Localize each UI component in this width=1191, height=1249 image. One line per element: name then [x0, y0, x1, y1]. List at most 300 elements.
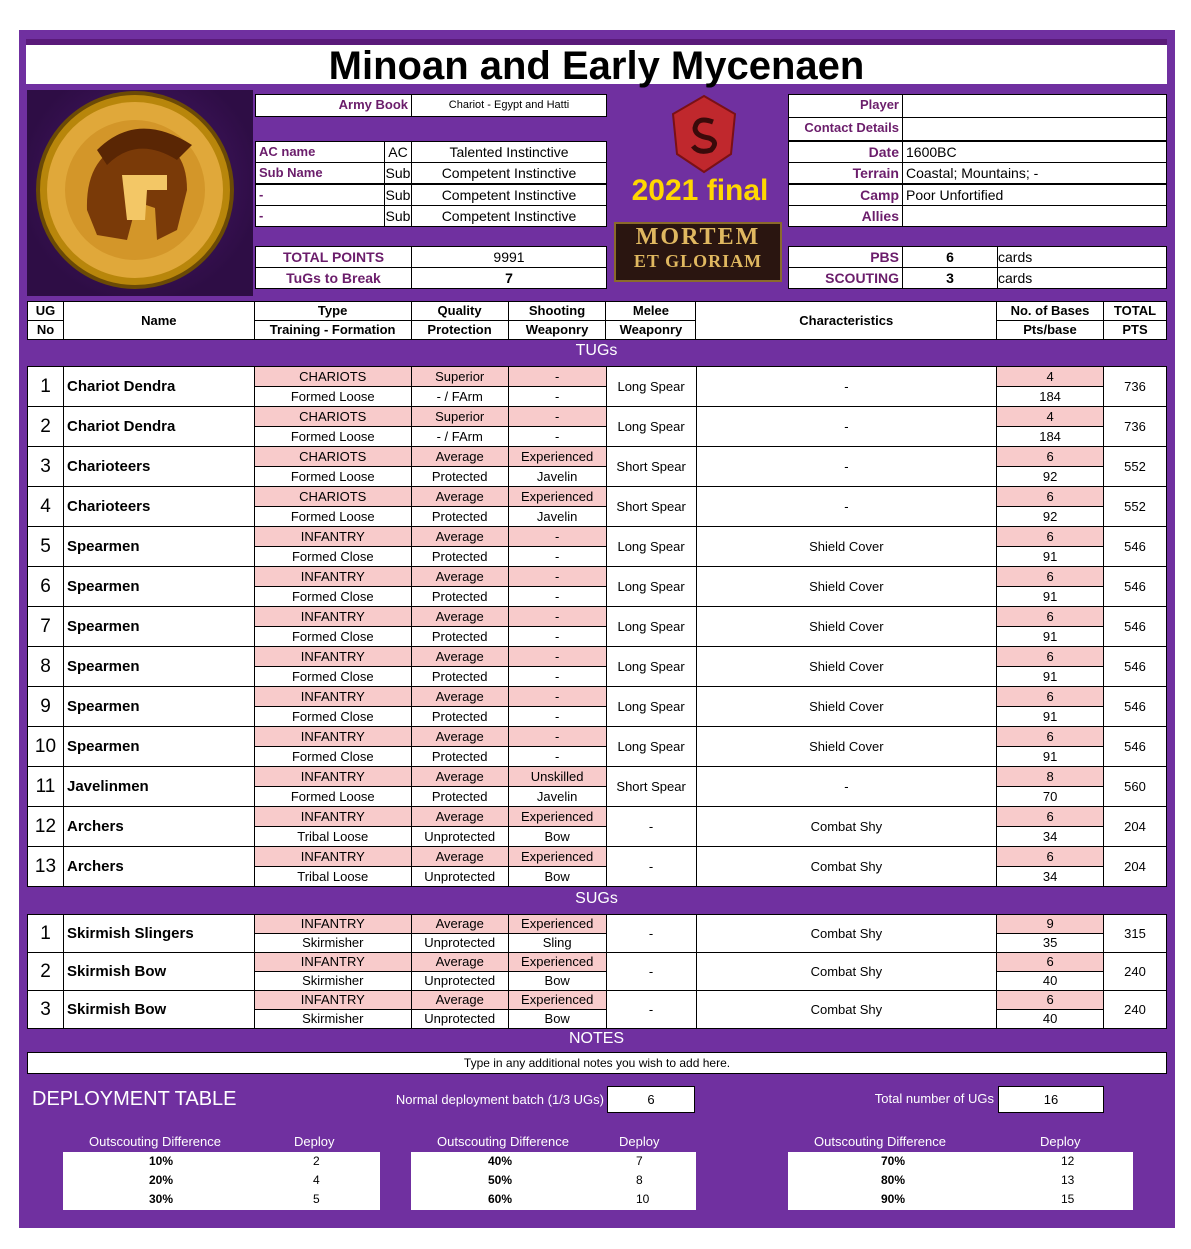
unit-quality[interactable]: Average: [411, 647, 508, 667]
unit-characteristics[interactable]: -: [696, 407, 997, 447]
unit-total: 736: [1104, 407, 1167, 447]
pbs-value[interactable]: 6: [902, 246, 998, 268]
batch-value: 6: [607, 1086, 695, 1113]
unit-protection[interactable]: Protected: [411, 667, 508, 687]
commander-rating[interactable]: Competent Instinctive: [411, 205, 607, 227]
tugs-section-label: TUGs: [575, 342, 618, 359]
unit-number: 3: [28, 447, 64, 487]
unit-type[interactable]: INFANTRY: [254, 807, 411, 827]
unit-protection[interactable]: Protected: [411, 747, 508, 767]
deployment-diff: 60%: [488, 1192, 513, 1206]
unit-formation[interactable]: Formed Close: [254, 547, 411, 567]
deployment-diff: 50%: [488, 1173, 513, 1187]
unit-bases[interactable]: 6: [997, 567, 1104, 587]
tugs-to-break-value: 7: [411, 267, 607, 289]
unit-characteristics[interactable]: Shield Cover: [696, 687, 997, 727]
unit-weaponry[interactable]: -: [508, 387, 606, 407]
unit-formation[interactable]: Formed Loose: [254, 427, 411, 447]
unit-bases[interactable]: 6: [997, 647, 1104, 667]
unit-row: [28, 567, 1167, 587]
deployment-value: 15: [1061, 1192, 1075, 1206]
unit-pts-base: 91: [997, 667, 1104, 687]
commander-type: AC: [384, 141, 412, 163]
unit-characteristics[interactable]: Combat Shy: [696, 807, 997, 847]
unit-shooting[interactable]: Experienced: [508, 953, 606, 972]
unit-characteristics[interactable]: Shield Cover: [696, 727, 997, 767]
unit-protection[interactable]: Protected: [411, 467, 508, 487]
army-sheet: [19, 30, 1175, 1228]
army-book-label: Army Book: [255, 94, 412, 117]
unit-pts-base: 34: [997, 827, 1104, 847]
unit-number: 10: [28, 727, 64, 767]
unit-protection[interactable]: - / FArm: [411, 427, 508, 447]
unit-shooting[interactable]: -: [508, 367, 606, 387]
unit-formation[interactable]: Formed Close: [254, 587, 411, 607]
unit-characteristics[interactable]: -: [696, 487, 997, 527]
total-points-value: 9991: [411, 246, 607, 268]
unit-name[interactable]: Spearmen: [63, 567, 254, 607]
unit-bases[interactable]: 6: [997, 487, 1104, 507]
helmet-shield-logo: [27, 90, 253, 296]
player-field-label: Terrain: [788, 162, 903, 184]
unit-type[interactable]: INFANTRY: [254, 687, 411, 707]
unit-shooting[interactable]: -: [508, 687, 606, 707]
unit-protection[interactable]: Unprotected: [411, 827, 508, 847]
unit-weaponry[interactable]: -: [508, 627, 606, 647]
commander-type: Sub: [384, 205, 412, 227]
unit-shooting[interactable]: -: [508, 647, 606, 667]
unit-row: [28, 991, 1167, 1010]
unit-protection[interactable]: Unprotected: [411, 1010, 508, 1029]
header-no: No: [28, 321, 64, 340]
unit-total: 204: [1104, 807, 1167, 847]
unit-bases[interactable]: 6: [997, 447, 1104, 467]
deployment-row: [63, 1152, 380, 1171]
unit-bases[interactable]: 6: [997, 953, 1104, 972]
unit-total: 204: [1104, 847, 1167, 887]
batch-label: Normal deployment batch (1/3 UGs): [395, 1092, 604, 1107]
unit-name[interactable]: Chariot Dendra: [63, 367, 254, 407]
scouting-unit: cards: [997, 267, 1167, 289]
unit-melee[interactable]: Long Spear: [606, 527, 696, 567]
unit-row: [28, 407, 1167, 427]
unit-quality[interactable]: Average: [411, 953, 508, 972]
pbs-unit: cards: [997, 246, 1167, 268]
unit-quality[interactable]: Superior: [411, 367, 508, 387]
unit-characteristics[interactable]: Shield Cover: [696, 567, 997, 607]
unit-melee[interactable]: Long Spear: [606, 727, 696, 767]
unit-protection[interactable]: Protected: [411, 587, 508, 607]
player-field-value[interactable]: [902, 205, 1167, 227]
unit-formation[interactable]: Skirmisher: [254, 972, 411, 991]
notes-section-label: NOTES: [568, 1030, 625, 1047]
deployment-row: [63, 1171, 380, 1190]
pbs-label: PBS: [788, 246, 903, 268]
unit-number: 12: [28, 807, 64, 847]
unit-shooting[interactable]: Experienced: [508, 807, 606, 827]
unit-name[interactable]: Spearmen: [63, 647, 254, 687]
unit-weaponry[interactable]: -: [508, 747, 606, 767]
deployment-row: [411, 1190, 696, 1209]
unit-formation[interactable]: Skirmisher: [254, 934, 411, 953]
unit-bases[interactable]: 8: [997, 767, 1104, 787]
unit-total: 546: [1104, 727, 1167, 767]
unit-number: 5: [28, 527, 64, 567]
unit-characteristics[interactable]: Shield Cover: [696, 647, 997, 687]
tugs-table: [27, 366, 1167, 887]
unit-pts-base: 91: [997, 547, 1104, 567]
unit-pts-base: 91: [997, 747, 1104, 767]
unit-pts-base: 91: [997, 707, 1104, 727]
unit-number: 1: [28, 915, 64, 953]
unit-total: 240: [1104, 991, 1167, 1029]
deployment-value: 12: [1061, 1154, 1075, 1168]
outscouting-diff-header: Outscouting Difference: [89, 1134, 221, 1149]
unit-weaponry[interactable]: -: [508, 427, 606, 447]
unit-name[interactable]: Charioteers: [63, 487, 254, 527]
header-name: Name: [63, 302, 254, 340]
commander-type: Sub: [384, 162, 412, 184]
unit-name[interactable]: Skirmish Bow: [63, 953, 254, 991]
unit-pts-base: 92: [997, 507, 1104, 527]
player-field-value[interactable]: [902, 94, 1167, 118]
unit-row: [28, 447, 1167, 467]
unit-total: 315: [1104, 915, 1167, 953]
unit-quality[interactable]: Average: [411, 687, 508, 707]
unit-shooting[interactable]: -: [508, 727, 606, 747]
unit-pts-base: 40: [997, 1010, 1104, 1029]
unit-formation[interactable]: Formed Loose: [254, 507, 411, 527]
unit-melee[interactable]: Long Spear: [606, 647, 696, 687]
unit-quality[interactable]: Average: [411, 567, 508, 587]
unit-total: 560: [1104, 767, 1167, 807]
total-ugs-label: Total number of UGs: [874, 1091, 994, 1106]
deployment-row: [788, 1171, 1133, 1190]
unit-name[interactable]: Spearmen: [63, 687, 254, 727]
unit-characteristics[interactable]: -: [696, 447, 997, 487]
header-weaponry: Weaponry: [508, 321, 606, 340]
unit-pts-base: 91: [997, 627, 1104, 647]
unit-type[interactable]: INFANTRY: [254, 991, 411, 1010]
player-field-value[interactable]: Poor Unfortified: [902, 184, 1167, 206]
commander-rating[interactable]: Talented Instinctive: [411, 141, 607, 163]
commander-rating[interactable]: Competent Instinctive: [411, 162, 607, 184]
unit-weaponry[interactable]: Javelin: [508, 467, 606, 487]
deployment-diff: 80%: [881, 1173, 906, 1187]
deploy-header: Deploy: [294, 1134, 335, 1149]
deploy-header: Deploy: [1040, 1134, 1081, 1149]
unit-shooting[interactable]: -: [508, 607, 606, 627]
unit-row: [28, 915, 1167, 934]
unit-total: 546: [1104, 527, 1167, 567]
unit-name[interactable]: Spearmen: [63, 527, 254, 567]
unit-pts-base: 91: [997, 587, 1104, 607]
deployment-table: [63, 1152, 380, 1210]
unit-formation[interactable]: Formed Close: [254, 747, 411, 767]
player-field-value[interactable]: [902, 117, 1167, 141]
unit-melee[interactable]: -: [606, 807, 696, 847]
unit-name[interactable]: Spearmen: [63, 727, 254, 767]
unit-number: 6: [28, 567, 64, 607]
unit-formation[interactable]: Formed Loose: [254, 787, 411, 807]
unit-bases[interactable]: 6: [997, 727, 1104, 747]
unit-shooting[interactable]: Experienced: [508, 847, 606, 867]
unit-melee[interactable]: Short Spear: [606, 447, 696, 487]
unit-quality[interactable]: Average: [411, 991, 508, 1010]
unit-melee[interactable]: Long Spear: [606, 407, 696, 447]
unit-type[interactable]: CHARIOTS: [254, 367, 411, 387]
unit-characteristics[interactable]: Shield Cover: [696, 527, 997, 567]
unit-weaponry[interactable]: Sling: [508, 934, 606, 953]
unit-pts-base: 92: [997, 467, 1104, 487]
unit-bases[interactable]: 6: [997, 847, 1104, 867]
unit-row: [28, 607, 1167, 627]
scouting-label: SCOUTING: [788, 267, 903, 289]
unit-number: 8: [28, 647, 64, 687]
page-title: Minoan and Early Mycenaen: [26, 39, 1167, 84]
unit-bases[interactable]: 6: [997, 807, 1104, 827]
unit-row: [28, 647, 1167, 667]
unit-type[interactable]: INFANTRY: [254, 567, 411, 587]
unit-row: [28, 807, 1167, 827]
unit-melee[interactable]: Long Spear: [606, 567, 696, 607]
player-field-value[interactable]: Coastal; Mountains; -: [902, 162, 1167, 184]
unit-quality[interactable]: Average: [411, 607, 508, 627]
unit-protection[interactable]: Protected: [411, 627, 508, 647]
header-melee: Melee: [606, 302, 696, 321]
unit-total: 546: [1104, 607, 1167, 647]
unit-characteristics[interactable]: Combat Shy: [696, 991, 997, 1029]
unit-bases[interactable]: 6: [997, 991, 1104, 1010]
unit-quality[interactable]: Average: [411, 527, 508, 547]
unit-protection[interactable]: Protected: [411, 787, 508, 807]
unit-quality[interactable]: Average: [411, 487, 508, 507]
header-shooting: Shooting: [508, 302, 606, 321]
unit-quality[interactable]: Average: [411, 767, 508, 787]
unit-weaponry[interactable]: Javelin: [508, 787, 606, 807]
unit-total: 546: [1104, 647, 1167, 687]
unit-type[interactable]: INFANTRY: [254, 767, 411, 787]
commander-rating[interactable]: Competent Instinctive: [411, 184, 607, 206]
unit-weaponry[interactable]: -: [508, 547, 606, 567]
unit-type[interactable]: INFANTRY: [254, 915, 411, 934]
outscouting-diff-header: Outscouting Difference: [437, 1134, 569, 1149]
unit-type[interactable]: CHARIOTS: [254, 407, 411, 427]
unit-total: 552: [1104, 447, 1167, 487]
outscouting-diff-header: Outscouting Difference: [814, 1134, 946, 1149]
header-bases: No. of Bases: [997, 302, 1104, 321]
commander-name-label: AC name: [255, 141, 385, 163]
unit-type[interactable]: INFANTRY: [254, 527, 411, 547]
unit-characteristics[interactable]: Combat Shy: [696, 915, 997, 953]
unit-weaponry[interactable]: Bow: [508, 827, 606, 847]
unit-name[interactable]: Skirmish Bow: [63, 991, 254, 1029]
unit-name[interactable]: Archers: [63, 807, 254, 847]
unit-weaponry[interactable]: Bow: [508, 972, 606, 991]
unit-total: 546: [1104, 687, 1167, 727]
unit-bases[interactable]: 6: [997, 607, 1104, 627]
deployment-table: [411, 1152, 696, 1210]
unit-formation[interactable]: Formed Close: [254, 707, 411, 727]
deployment-diff: 70%: [881, 1154, 906, 1168]
mortem-et-gloriam-logo: MORTEM ET GLORIAM: [614, 222, 782, 282]
unit-type[interactable]: INFANTRY: [254, 953, 411, 972]
deployment-diff: 90%: [881, 1192, 906, 1206]
deploy-header: Deploy: [619, 1134, 660, 1149]
unit-name[interactable]: Skirmish Slingers: [63, 915, 254, 953]
sugs-section-label: SUGs: [575, 890, 618, 907]
unit-number: 3: [28, 991, 64, 1029]
header-total: TOTAL: [1103, 302, 1166, 321]
unit-bases[interactable]: 9: [997, 915, 1104, 934]
unit-quality[interactable]: Average: [411, 447, 508, 467]
header-ug: UG: [28, 302, 64, 321]
header-characteristics: Characteristics: [696, 302, 997, 340]
unit-characteristics[interactable]: Combat Shy: [696, 847, 997, 887]
deployment-value: 7: [636, 1154, 643, 1168]
total-ugs-value: 16: [998, 1086, 1104, 1113]
unit-bases[interactable]: 4: [997, 407, 1104, 427]
unit-quality[interactable]: Average: [411, 915, 508, 934]
unit-characteristics[interactable]: -: [696, 367, 997, 407]
unit-characteristics[interactable]: Shield Cover: [696, 607, 997, 647]
unit-protection[interactable]: Protected: [411, 547, 508, 567]
unit-weaponry[interactable]: Javelin: [508, 507, 606, 527]
unit-weaponry[interactable]: -: [508, 707, 606, 727]
unit-formation[interactable]: Tribal Loose: [254, 867, 411, 887]
unit-pts-base: 34: [997, 867, 1104, 887]
unit-shooting[interactable]: Experienced: [508, 487, 606, 507]
unit-melee[interactable]: -: [606, 991, 696, 1029]
deployment-row: [411, 1152, 696, 1171]
player-field-label: Allies: [788, 205, 903, 227]
unit-quality[interactable]: Average: [411, 807, 508, 827]
unit-shooting[interactable]: -: [508, 407, 606, 427]
unit-row: [28, 687, 1167, 707]
unit-pts-base: 40: [997, 972, 1104, 991]
unit-shooting[interactable]: -: [508, 567, 606, 587]
unit-number: 13: [28, 847, 64, 887]
unit-melee[interactable]: -: [606, 953, 696, 991]
unit-row: [28, 487, 1167, 507]
deployment-value: 8: [636, 1173, 643, 1187]
unit-bases[interactable]: 6: [997, 527, 1104, 547]
unit-name[interactable]: Spearmen: [63, 607, 254, 647]
unit-quality[interactable]: Superior: [411, 407, 508, 427]
unit-formation[interactable]: Formed Close: [254, 667, 411, 687]
header-pts-base: Pts/base: [997, 321, 1104, 340]
deployment-diff: 40%: [488, 1154, 513, 1168]
unit-melee[interactable]: Short Spear: [606, 487, 696, 527]
deployment-value: 10: [636, 1192, 650, 1206]
unit-pts-base: 184: [997, 387, 1104, 407]
unit-name[interactable]: Chariot Dendra: [63, 407, 254, 447]
unit-melee[interactable]: Long Spear: [606, 367, 696, 407]
unit-type[interactable]: CHARIOTS: [254, 447, 411, 467]
deployment-value: 5: [313, 1192, 320, 1206]
deployment-table: [788, 1152, 1133, 1210]
unit-type[interactable]: INFANTRY: [254, 847, 411, 867]
unit-protection[interactable]: Unprotected: [411, 867, 508, 887]
unit-name[interactable]: Archers: [63, 847, 254, 887]
deployment-row: [788, 1190, 1133, 1209]
deployment-row: [63, 1190, 380, 1209]
unit-bases[interactable]: 4: [997, 367, 1104, 387]
unit-protection[interactable]: Unprotected: [411, 934, 508, 953]
unit-weaponry[interactable]: -: [508, 667, 606, 687]
unit-formation[interactable]: Formed Loose: [254, 467, 411, 487]
unit-formation[interactable]: Tribal Loose: [254, 827, 411, 847]
unit-type[interactable]: INFANTRY: [254, 727, 411, 747]
unit-weaponry[interactable]: Bow: [508, 867, 606, 887]
deployment-diff: 10%: [149, 1154, 174, 1168]
unit-formation[interactable]: Skirmisher: [254, 1010, 411, 1029]
unit-protection[interactable]: Protected: [411, 707, 508, 727]
unit-number: 2: [28, 953, 64, 991]
unit-formation[interactable]: Formed Close: [254, 627, 411, 647]
deployment-value: 2: [313, 1154, 320, 1168]
unit-total: 240: [1104, 953, 1167, 991]
unit-formation[interactable]: Formed Loose: [254, 387, 411, 407]
unit-shooting[interactable]: Unskilled: [508, 767, 606, 787]
unit-total: 546: [1104, 567, 1167, 607]
unit-shooting[interactable]: -: [508, 527, 606, 547]
unit-melee[interactable]: Short Spear: [606, 767, 696, 807]
unit-type[interactable]: INFANTRY: [254, 647, 411, 667]
unit-total: 736: [1104, 367, 1167, 407]
unit-total: 552: [1104, 487, 1167, 527]
unit-shooting[interactable]: Experienced: [508, 915, 606, 934]
unit-bases[interactable]: 6: [997, 687, 1104, 707]
unit-protection[interactable]: - / FArm: [411, 387, 508, 407]
unit-melee[interactable]: -: [606, 847, 696, 887]
deployment-row: [788, 1152, 1133, 1171]
unit-melee[interactable]: Long Spear: [606, 607, 696, 647]
unit-row: [28, 847, 1167, 867]
sugs-table: [27, 914, 1167, 1029]
unit-characteristics[interactable]: -: [696, 767, 997, 807]
unit-shooting[interactable]: Experienced: [508, 991, 606, 1010]
unit-quality[interactable]: Average: [411, 847, 508, 867]
commander-name-label: -: [255, 205, 385, 227]
total-points-label: TOTAL POINTS: [255, 246, 412, 268]
header-melee-weaponry: Weaponry: [606, 321, 696, 340]
header-type: Type: [254, 302, 411, 321]
unit-name[interactable]: Javelinmen: [63, 767, 254, 807]
unit-shooting[interactable]: Experienced: [508, 447, 606, 467]
unit-pts-base: 70: [997, 787, 1104, 807]
scouting-value[interactable]: 3: [902, 267, 998, 289]
player-field-value[interactable]: 1600BC: [902, 141, 1167, 163]
army-book-value[interactable]: Chariot - Egypt and Hatti: [411, 94, 607, 117]
unit-row: [28, 727, 1167, 747]
unit-type[interactable]: INFANTRY: [254, 607, 411, 627]
unit-name[interactable]: Charioteers: [63, 447, 254, 487]
commander-name-label: -: [255, 184, 385, 206]
unit-quality[interactable]: Average: [411, 727, 508, 747]
unit-weaponry[interactable]: -: [508, 587, 606, 607]
notes-field[interactable]: Type in any additional notes you wish to add here.: [27, 1052, 1167, 1074]
unit-protection[interactable]: Unprotected: [411, 972, 508, 991]
unit-weaponry[interactable]: Bow: [508, 1010, 606, 1029]
unit-pts-base: 184: [997, 427, 1104, 447]
unit-protection[interactable]: Protected: [411, 507, 508, 527]
unit-melee[interactable]: -: [606, 915, 696, 953]
unit-number: 7: [28, 607, 64, 647]
unit-characteristics[interactable]: Combat Shy: [696, 953, 997, 991]
unit-melee[interactable]: Long Spear: [606, 687, 696, 727]
unit-type[interactable]: CHARIOTS: [254, 487, 411, 507]
